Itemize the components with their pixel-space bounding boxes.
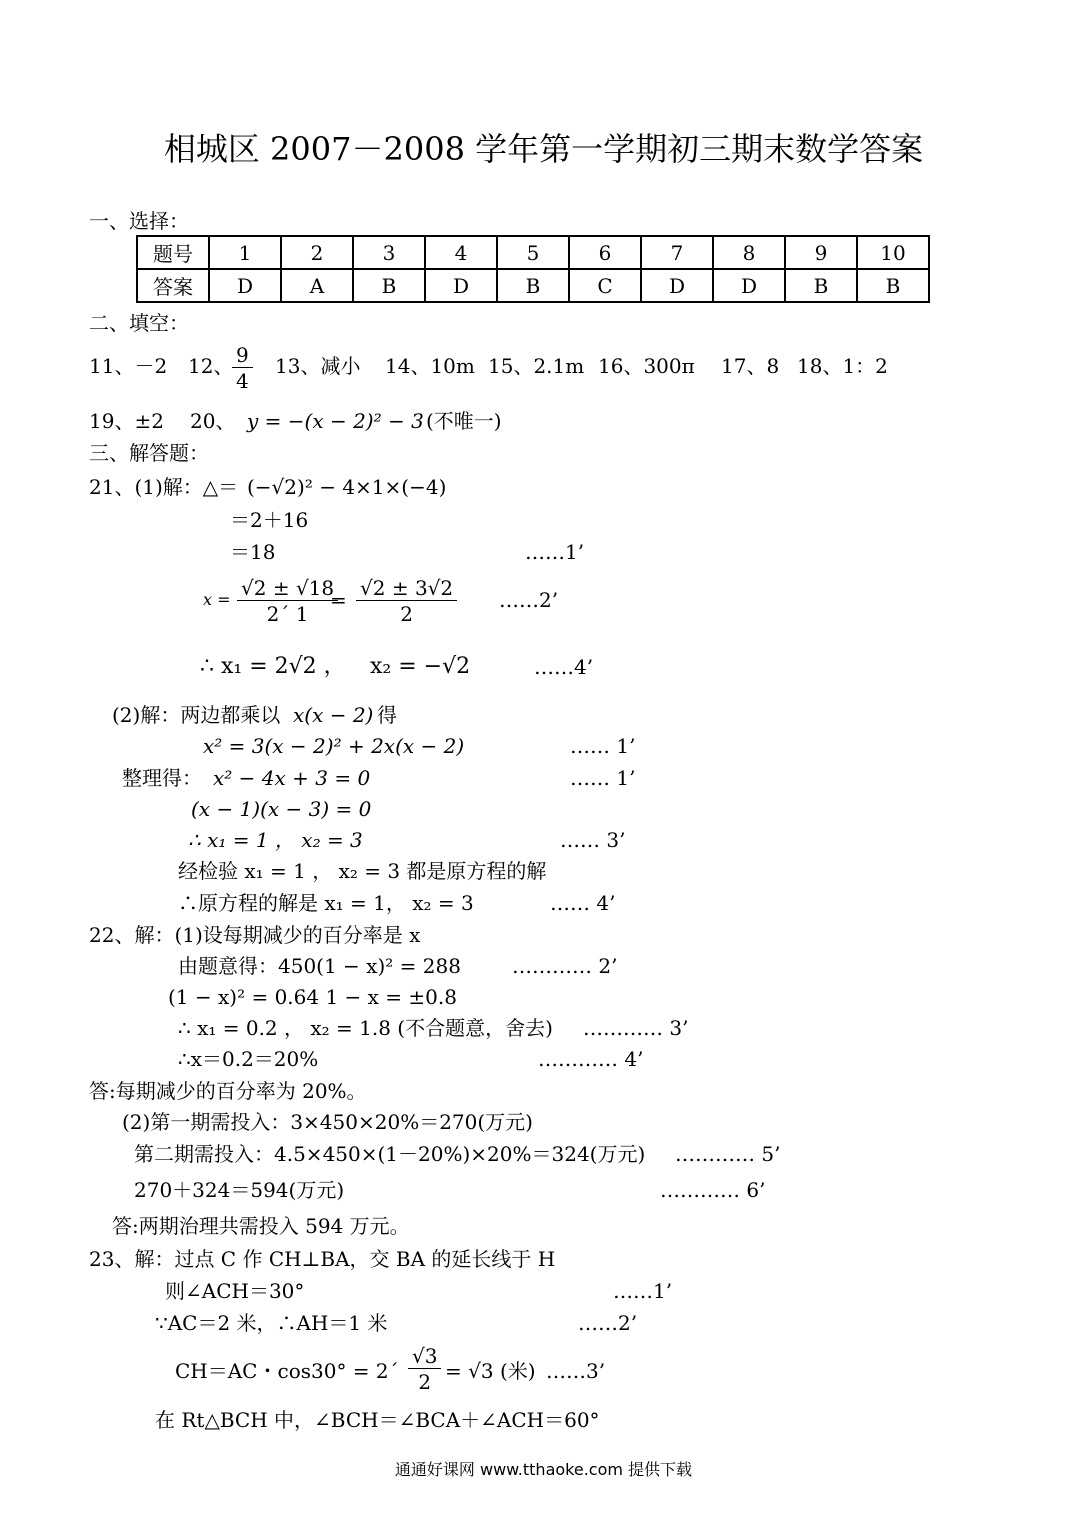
table-cell: 2 xyxy=(281,236,353,269)
answer-18: 18、1：2 xyxy=(797,354,888,378)
q21-check: 经检验 x₁ = 1 ， x₂ = 3 都是原方程的解 xyxy=(178,859,547,883)
table-cell: D xyxy=(425,269,497,302)
table-cell: 3 xyxy=(353,236,425,269)
score-mark: …… 3’ xyxy=(560,828,626,852)
q22-line: 第二期需投入：4.5×450×(1－20%)×20%＝324(万元) xyxy=(134,1142,646,1166)
fraction xyxy=(408,1346,441,1392)
q21-step: x² − 4x + 3 = 0 xyxy=(213,766,371,790)
table-cell: 6 xyxy=(569,236,641,269)
score-mark: ………… 4’ xyxy=(538,1047,644,1071)
q21-step: ＝2＋16 xyxy=(230,508,309,532)
answer-14: 14、10m xyxy=(385,354,475,378)
section-solve: 三、解答题： xyxy=(89,441,209,465)
score-mark: ……1’ xyxy=(525,540,585,564)
q21-simplify-label: 整理得： xyxy=(122,766,202,790)
table-cell: 1 xyxy=(209,236,281,269)
fraction-denominator: 2 xyxy=(400,602,413,626)
q21-equals: = xyxy=(330,588,347,612)
answer-20-note: (不唯一) xyxy=(426,409,502,433)
q21-step: ∴ x₁ = 1 ， x₂ = 3 xyxy=(188,828,363,852)
table-cell: D xyxy=(713,269,785,302)
score-mark: ………… 5’ xyxy=(675,1142,781,1166)
fraction xyxy=(237,578,338,624)
section-choice: 一、选择： xyxy=(89,209,189,233)
q23-line: 在 Rt△BCH 中，∠BCH＝∠BCA＋∠ACH＝60° xyxy=(155,1408,600,1432)
q22-line: 由题意得：450(1 − x)² = 288 xyxy=(178,954,461,978)
answer-12-fraction xyxy=(228,345,257,391)
q21-step: x² = 3(x − 2)² + 2x(x − 2) xyxy=(203,734,465,758)
score-mark: ……2’ xyxy=(499,588,559,612)
answer-19: 19、±2 xyxy=(89,409,164,433)
q22-answer: 答:两期治理共需投入 594 万元。 xyxy=(112,1214,410,1238)
fraction-numerator: 9 xyxy=(232,345,253,368)
table-head-answer: 答案 xyxy=(137,269,209,302)
q22-line: (2)第一期需投入：3×450×20%＝270(万元) xyxy=(122,1110,533,1134)
table-cell: 10 xyxy=(857,236,929,269)
q23-line: ∵AC＝2 米，∴AH＝1 米 xyxy=(155,1311,388,1335)
fraction xyxy=(232,345,253,391)
q21-step: (x − 1)(x − 3) = 0 xyxy=(191,797,372,821)
answer-12-label: 12、 xyxy=(188,354,234,378)
q21-discriminant: (−√2)² − 4×1×(−4) xyxy=(247,475,447,499)
score-mark: ……2’ xyxy=(578,1311,638,1335)
table-row-numbers xyxy=(137,236,929,269)
table-cell: 4 xyxy=(425,236,497,269)
q21-part2-label: (2)解：两边都乘以 xyxy=(112,703,281,727)
score-mark: …… 4’ xyxy=(550,891,616,915)
q22-answer: 答:每期减少的百分率为 20%。 xyxy=(89,1079,367,1103)
table-cell: B xyxy=(497,269,569,302)
score-mark: ……3’ xyxy=(546,1359,606,1383)
q21-multiplier: x(x − 2) xyxy=(293,703,374,727)
answer-20-expression: y = −(x − 2)² − 3 xyxy=(247,409,424,433)
q21-conclusion: ∴原方程的解是 x₁ = 1， x₂ = 3 xyxy=(178,891,474,915)
answer-20-label: 20、 xyxy=(190,409,236,433)
q23-line: 23、解：过点 C 作 CH⊥BA，交 BA 的延长线于 H xyxy=(89,1247,556,1271)
score-mark: ………… 2’ xyxy=(512,954,618,978)
answer-15: 15、2.1m xyxy=(488,354,585,378)
fraction xyxy=(356,578,457,624)
fraction-numerator: √2 ± 3√2 xyxy=(356,578,457,601)
table-cell: 7 xyxy=(641,236,713,269)
table-cell: B xyxy=(353,269,425,302)
answer-16: 16、300π xyxy=(598,354,695,378)
q21-fraction-1 xyxy=(233,578,342,624)
table-head-number: 题号 xyxy=(137,236,209,269)
q22-line: ∴ x₁ = 0.2 ， x₂ = 1.8 (不合题意，舍去) xyxy=(178,1016,553,1040)
fraction-denominator: 2 xyxy=(418,1370,432,1394)
score-mark: ………… 6’ xyxy=(660,1178,766,1202)
q22-line: (1 − x)² = 0.64 1 − x = ±0.8 xyxy=(168,985,457,1009)
q21-fraction-2 xyxy=(352,578,461,624)
table-cell: A xyxy=(281,269,353,302)
q21-step: ＝18 xyxy=(230,540,276,564)
q23-line: = √3 (米) xyxy=(445,1359,536,1383)
table-cell: C xyxy=(569,269,641,302)
q22-line: 22、解：(1)设每期减少的百分率是 x xyxy=(89,923,421,947)
page-title: 相城区 2007－2008 学年第一学期初三期末数学答案 xyxy=(163,130,924,168)
fraction-numerator: √3 xyxy=(408,1346,441,1369)
score-mark: …… 1’ xyxy=(570,734,636,758)
q21-root-2: x₂ = −√2 xyxy=(370,654,471,679)
table-cell: 5 xyxy=(497,236,569,269)
q23-line: CH＝AC・cos30° = 2´ xyxy=(175,1359,399,1383)
table-cell: 9 xyxy=(785,236,857,269)
q23-fraction xyxy=(404,1346,445,1392)
table-cell: 8 xyxy=(713,236,785,269)
q21-de: 得 xyxy=(377,703,397,727)
score-mark: ……1’ xyxy=(613,1279,673,1303)
q21-root-1: ∴ x₁ = 2√2 ， xyxy=(200,654,346,679)
footer: 通通好课网 www.tthaoke.com 提供下载 xyxy=(394,1460,693,1479)
table-cell: D xyxy=(209,269,281,302)
answer-13: 13、减小 xyxy=(275,354,361,378)
q22-line: ∴x＝0.2＝20% xyxy=(178,1047,319,1071)
q23-line: 则∠ACH＝30° xyxy=(165,1279,305,1303)
answer-17: 17、8 xyxy=(721,354,780,378)
q21-part1-label: 21、(1)解：△＝ xyxy=(89,475,239,499)
fraction-denominator: 2´ 1 xyxy=(266,602,309,626)
q22-line: 270＋324＝594(万元) xyxy=(134,1178,345,1202)
table-cell: D xyxy=(641,269,713,302)
score-mark: ……4’ xyxy=(534,655,594,679)
table-row-answers xyxy=(137,269,929,302)
fraction-numerator: √2 ± √18 xyxy=(237,578,338,601)
section-fill: 二、填空： xyxy=(89,311,189,335)
fraction-denominator: 4 xyxy=(236,369,249,393)
score-mark: …… 1’ xyxy=(570,766,636,790)
q21-x-label: x = xyxy=(203,590,231,609)
answer-11: 11、－2 xyxy=(89,354,168,378)
table-cell: B xyxy=(785,269,857,302)
table-cell: B xyxy=(857,269,929,302)
answer-table xyxy=(136,235,930,303)
score-mark: ………… 3’ xyxy=(583,1016,689,1040)
